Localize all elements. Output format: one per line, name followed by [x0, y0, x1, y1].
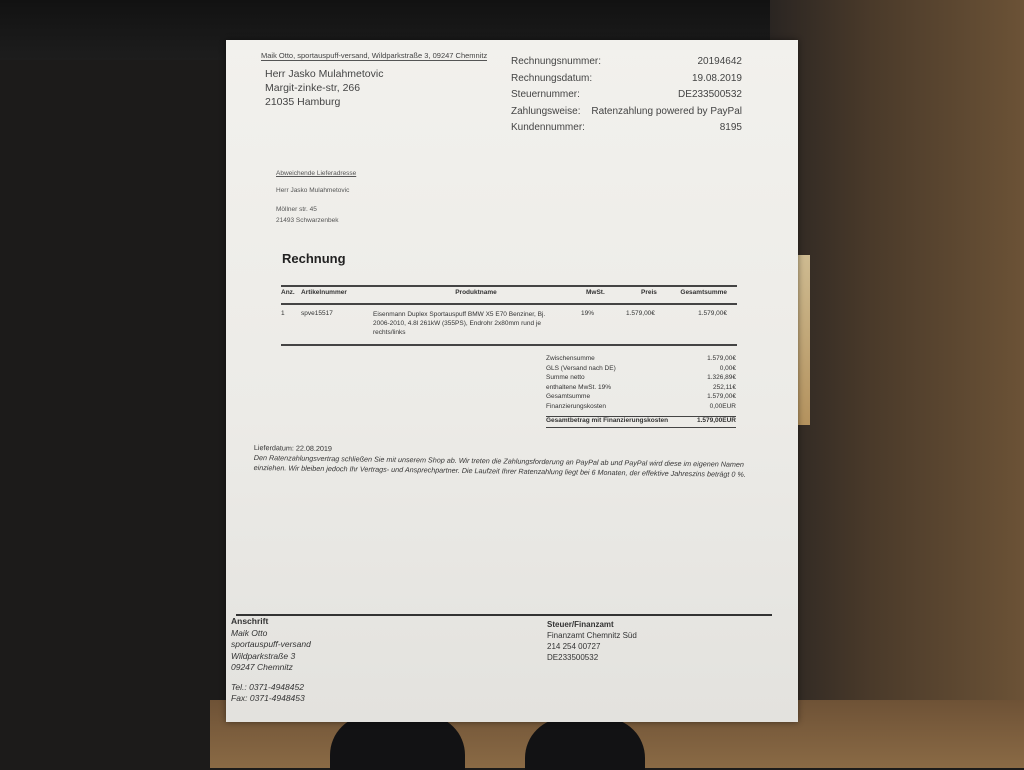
invoice-title: Rechnung: [282, 251, 346, 266]
total-row-vat: [546, 384, 736, 394]
delivery-note: [254, 443, 754, 480]
header-anz: Anz.: [281, 289, 295, 296]
shipping-city: 21493 Schwarzenbek: [276, 217, 339, 224]
address-line: sportauspuff-versand: [231, 639, 311, 649]
background-shoe-right: [525, 718, 645, 770]
kundennummer-value: 8195: [719, 122, 742, 133]
recipient-address: [265, 67, 383, 109]
subtotal-value: 1.579,00€: [707, 355, 736, 362]
header-preis: Preis: [641, 289, 657, 296]
footer-tel: Tel.: 0371-4948452: [231, 681, 304, 692]
header-artikelnummer: Artikelnummer: [301, 289, 347, 296]
financing-label: Finanzierungskosten: [546, 402, 606, 410]
table-top-rule: [281, 285, 737, 287]
invoice-meta-values: [591, 54, 742, 137]
rechnungsdatum-label: Rechnungsdatum:: [511, 72, 593, 84]
address-gap: [231, 674, 311, 682]
footer-rule: [236, 614, 772, 616]
header-gesamtsumme: Gesamtsumme: [680, 289, 727, 296]
table-bottom-rule: [281, 344, 737, 346]
address-line: 09247 Chemnitz: [231, 662, 293, 672]
net-value: 1.326,89€: [707, 374, 736, 382]
kundennummer-label: Kundennummer:: [511, 122, 585, 133]
delivery-date: Lieferdatum: 22.08.2019: [253, 443, 332, 454]
steuernummer-value: DE233500532: [678, 89, 742, 100]
recipient-name: Herr Jasko Mulahmetovic: [265, 68, 384, 80]
row-artikelnummer: spve15517: [301, 310, 333, 317]
vat-label: enthaltene MwSt. 19%: [546, 383, 612, 391]
rechnungsdatum-value: 19.08.2019: [691, 72, 742, 84]
total-row-subtotal: [546, 355, 736, 365]
zahlungsweise-value: Ratenzahlung powered by PayPal: [591, 105, 742, 117]
rechnungsnummer-label: Rechnungsnummer:: [511, 56, 602, 67]
background-shoe-left: [330, 715, 465, 770]
recipient-street: Margit-zinke-str, 266: [265, 82, 361, 94]
tax-line: Finanzamt Chemnitz Süd: [547, 631, 637, 640]
rechnungsnummer-value: 20194642: [697, 56, 742, 67]
shipping-street: Möllner str. 45: [276, 206, 317, 213]
total-row-gross: [546, 393, 736, 403]
address-line: Wildparkstraße 3: [231, 650, 296, 661]
subtotal-label: Zwischensumme: [546, 355, 595, 362]
table-header: [281, 289, 737, 303]
invoice-paper: [226, 40, 798, 722]
row-preis: 1.579,00€: [626, 310, 655, 317]
final-total-value: 1.579,00EUR: [696, 416, 736, 424]
sender-line: Maik Otto, sportauspuff-versand, Wildparkstraße 3, 09247 Chemnitz: [261, 51, 488, 60]
gross-label: Gesamtsumme: [546, 393, 591, 401]
tax-line: 214 254 00727: [547, 642, 601, 651]
header-mwst: MwSt.: [586, 289, 605, 296]
address-line: Maik Otto: [231, 627, 268, 638]
shipping-gap: [276, 196, 356, 204]
tax-heading: Steuer/Finanzamt: [547, 620, 614, 629]
final-total-label: Gesamtbetrag mit Finanzierungskosten: [546, 416, 669, 424]
shipping-cost-value: 0,00€: [719, 364, 736, 372]
financing-value: 0,00EUR: [709, 402, 736, 410]
totals-block: [546, 355, 736, 428]
steuernummer-label: Steuernummer:: [511, 89, 580, 100]
net-label: Summe netto: [546, 374, 585, 382]
header-produktname: Produktname: [455, 289, 497, 296]
vat-value: 252,11€: [712, 383, 736, 391]
footer-address: [231, 616, 311, 705]
total-row-final: [546, 416, 736, 428]
footer-tax: [547, 619, 637, 663]
tax-line: DE233500532: [547, 653, 599, 662]
shipping-name: Herr Jasko Mulahmetovic: [276, 187, 350, 194]
delivery-text: Den Ratenzahlungsvertrag schließen Sie mit unserem Shop ab. Wir treten die Zahlungsforderung an PayPal ab und PayPal wird diese im eigenen Namen einziehen. Wir bleiben jedoch Ihr Vertrags- und Ansprechpartner. Die Laufzeit Ihrer Ratenzahlung liegt bei 6 Monaten, der effektive Jahreszins beträgt 0 %.: [253, 452, 746, 479]
zahlungsweise-label: Zahlungsweise:: [511, 105, 581, 117]
address-heading: Anschrift: [231, 616, 269, 626]
table-row: [281, 310, 737, 348]
shipping-cost-label: GLS (Versand nach DE): [546, 364, 616, 372]
shipping-address: [276, 168, 356, 226]
total-row-net: [546, 374, 736, 384]
total-row-financing: [546, 403, 736, 413]
row-mwst: 19%: [581, 310, 595, 317]
gross-value: 1.579,00€: [707, 393, 736, 401]
total-row-shipping: [546, 365, 736, 375]
recipient-city: 21035 Hamburg: [265, 96, 341, 108]
row-produktname: Eisenmann Duplex Sportauspuff BMW X5 E70 Benziner, Bj. 2006-2010, 4.8l 261kW (355PS), Endrohr 2x80mm rund je rechts/links: [373, 311, 546, 336]
row-anz: 1: [281, 310, 285, 317]
table-header-rule: [281, 303, 737, 305]
shipping-heading: Abweichende Lieferadresse: [276, 170, 357, 177]
invoice-meta-labels: [511, 54, 601, 137]
row-gesamtsumme: 1.579,00€: [698, 310, 727, 317]
footer-fax: Fax: 0371-4948453: [231, 693, 305, 703]
